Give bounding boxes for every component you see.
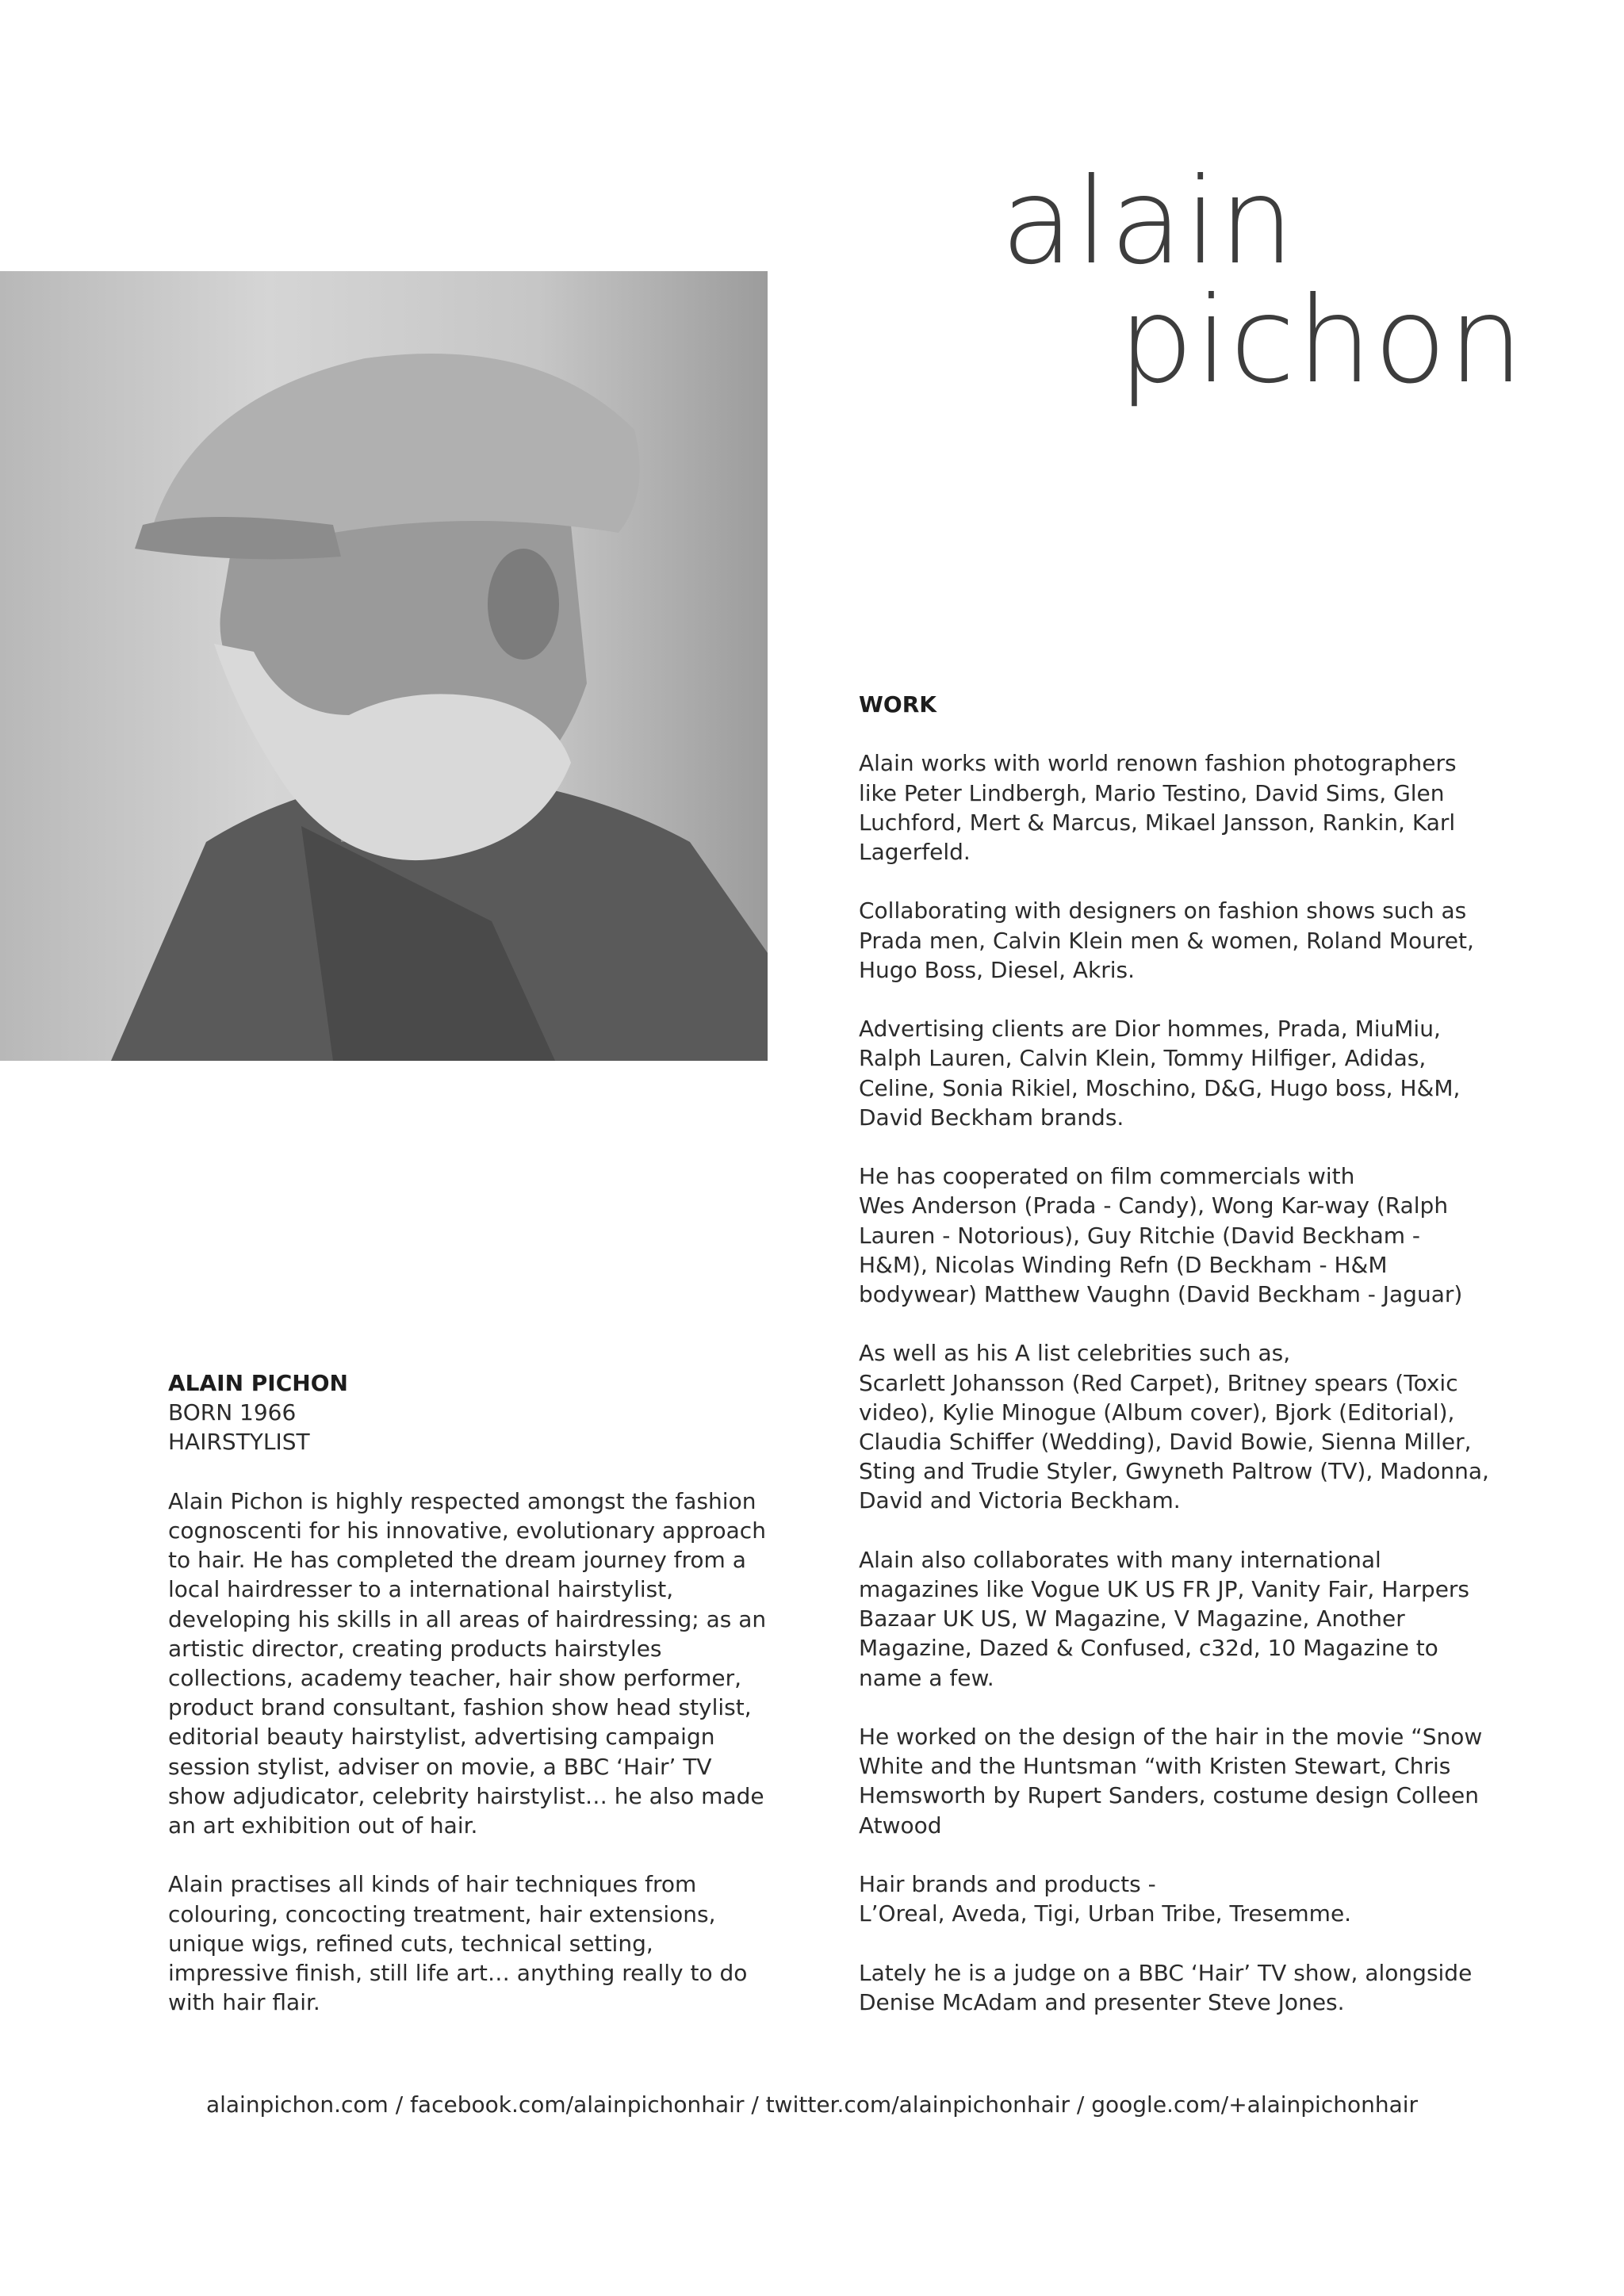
bio-name: ALAIN PICHON [168,1370,348,1396]
work-paragraph-5-line-1: As well as his A list celebrities such as, [859,1340,1291,1367]
work-paragraph-6: Alain also collaborates with many international magazines like Vogue UK US FR JP, Vanity Fair, Harpers Bazaar UK US, W Magazine, V Magazine, Another Magazine, Dazed & Confused, c32d, 10 Magazine to name a few. [859,1546,1470,1691]
work-paragraph-5-line-2: Scarlett Johansson (Red Carpet), Britney spears (Toxic video), Kylie Minogue (Album cover), Bjork (Editorial), Claudia Schiffer (Wedding), David Bowie, Sienna Miller, Sting and Trudie Styler, Gwyneth Paltrow (TV), Madonna, David and Victoria Beckham. [859,1369,1489,1514]
portrait-icon [0,271,768,1061]
bio-role: HAIRSTYLIST [168,1429,310,1456]
bio-paragraph-2: Alain practises all kinds of hair techniques from colouring, concocting treatment, hair extensions, unique wigs, refined cuts, technical setting, impressive finish, still life art… anything really to do with hair flair. [168,1871,748,2016]
work-column [859,690,1493,2017]
work-paragraph-9: Lately he is a judge on a BBC ‘Hair’ TV show, alongside Denise McAdam and presenter Steve Jones. [859,1959,1473,2015]
logo [1001,153,1572,410]
work-paragraph-4-line-1: He has cooperated on film commercials with [859,1163,1355,1190]
work-heading: WORK [859,691,936,718]
work-paragraph-2: Collaborating with designers on fashion shows such as Prada men, Calvin Klein men & women, Roland Mouret, Hugo Boss, Diesel, Akris. [859,897,1474,983]
work-paragraph-8-line-1: Hair brands and products - [859,1871,1156,1897]
bio-born: BORN 1966 [168,1399,297,1426]
footer-links: alainpichon.com / facebook.com/alainpichonhair / twitter.com/alainpichonhair / google.com/+alainpichonhair [205,2091,1419,2118]
work-paragraph-7: He worked on the design of the hair in the movie “Snow White and the Huntsman “with Kristen Stewart, Chris Hemsworth by Rupert Sanders, costume design Colleen Atwood [859,1724,1483,1839]
logo-line-1: alain [1001,153,1297,291]
bio-paragraph-1: Alain Pichon is highly respected amongst the fashion cognoscenti for his innovative, evolutionary approach to hair. He has completed the dream journey from a local hairdresser to a international hairstylist, developing his skills in all areas of hairdressing; as an artistic director, creating products hairstyles collections, academy teacher, hair show performer, product brand consultant, fashion show head stylist, editorial beauty hairstylist, advertising campaign session stylist, adviser on movie, a BBC ‘Hair’ TV show adjudicator, celebrity hairstylist… he also made an art exhibition out of hair. [168,1487,767,1839]
work-paragraph-3: Advertising clients are Dior hommes, Prada, MiuMiu, Ralph Lauren, Calvin Klein, Tommy Hilfiger, Adidas, Celine, Sonia Rikiel, Moschino, D&G, Hugo boss, H&M, David Beckham brands. [859,1016,1461,1131]
work-paragraph-1: Alain works with world renown fashion photographers like Peter Lindbergh, Mario Testino, David Sims, Glen Luchford, Mert & Marcus, Mikael Jansson, Rankin, Karl Lagerfeld. [859,750,1457,865]
bio-column [168,1368,771,2017]
portrait-photo [0,271,768,1061]
logo-line-2: pichon [1118,272,1526,410]
work-paragraph-8-line-2: L’Oreal, Aveda, Tigi, Urban Tribe, Tresemme. [859,1900,1352,1927]
work-paragraph-4-line-2: Wes Anderson (Prada - Candy), Wong Kar-way (Ralph Lauren - Notorious), Guy Ritchie (David Beckham - H&M), Nicolas Winding Refn (D Beckham - H&M bodywear) Matthew Vaughn (David Beckham - Jaguar) [859,1192,1463,1307]
